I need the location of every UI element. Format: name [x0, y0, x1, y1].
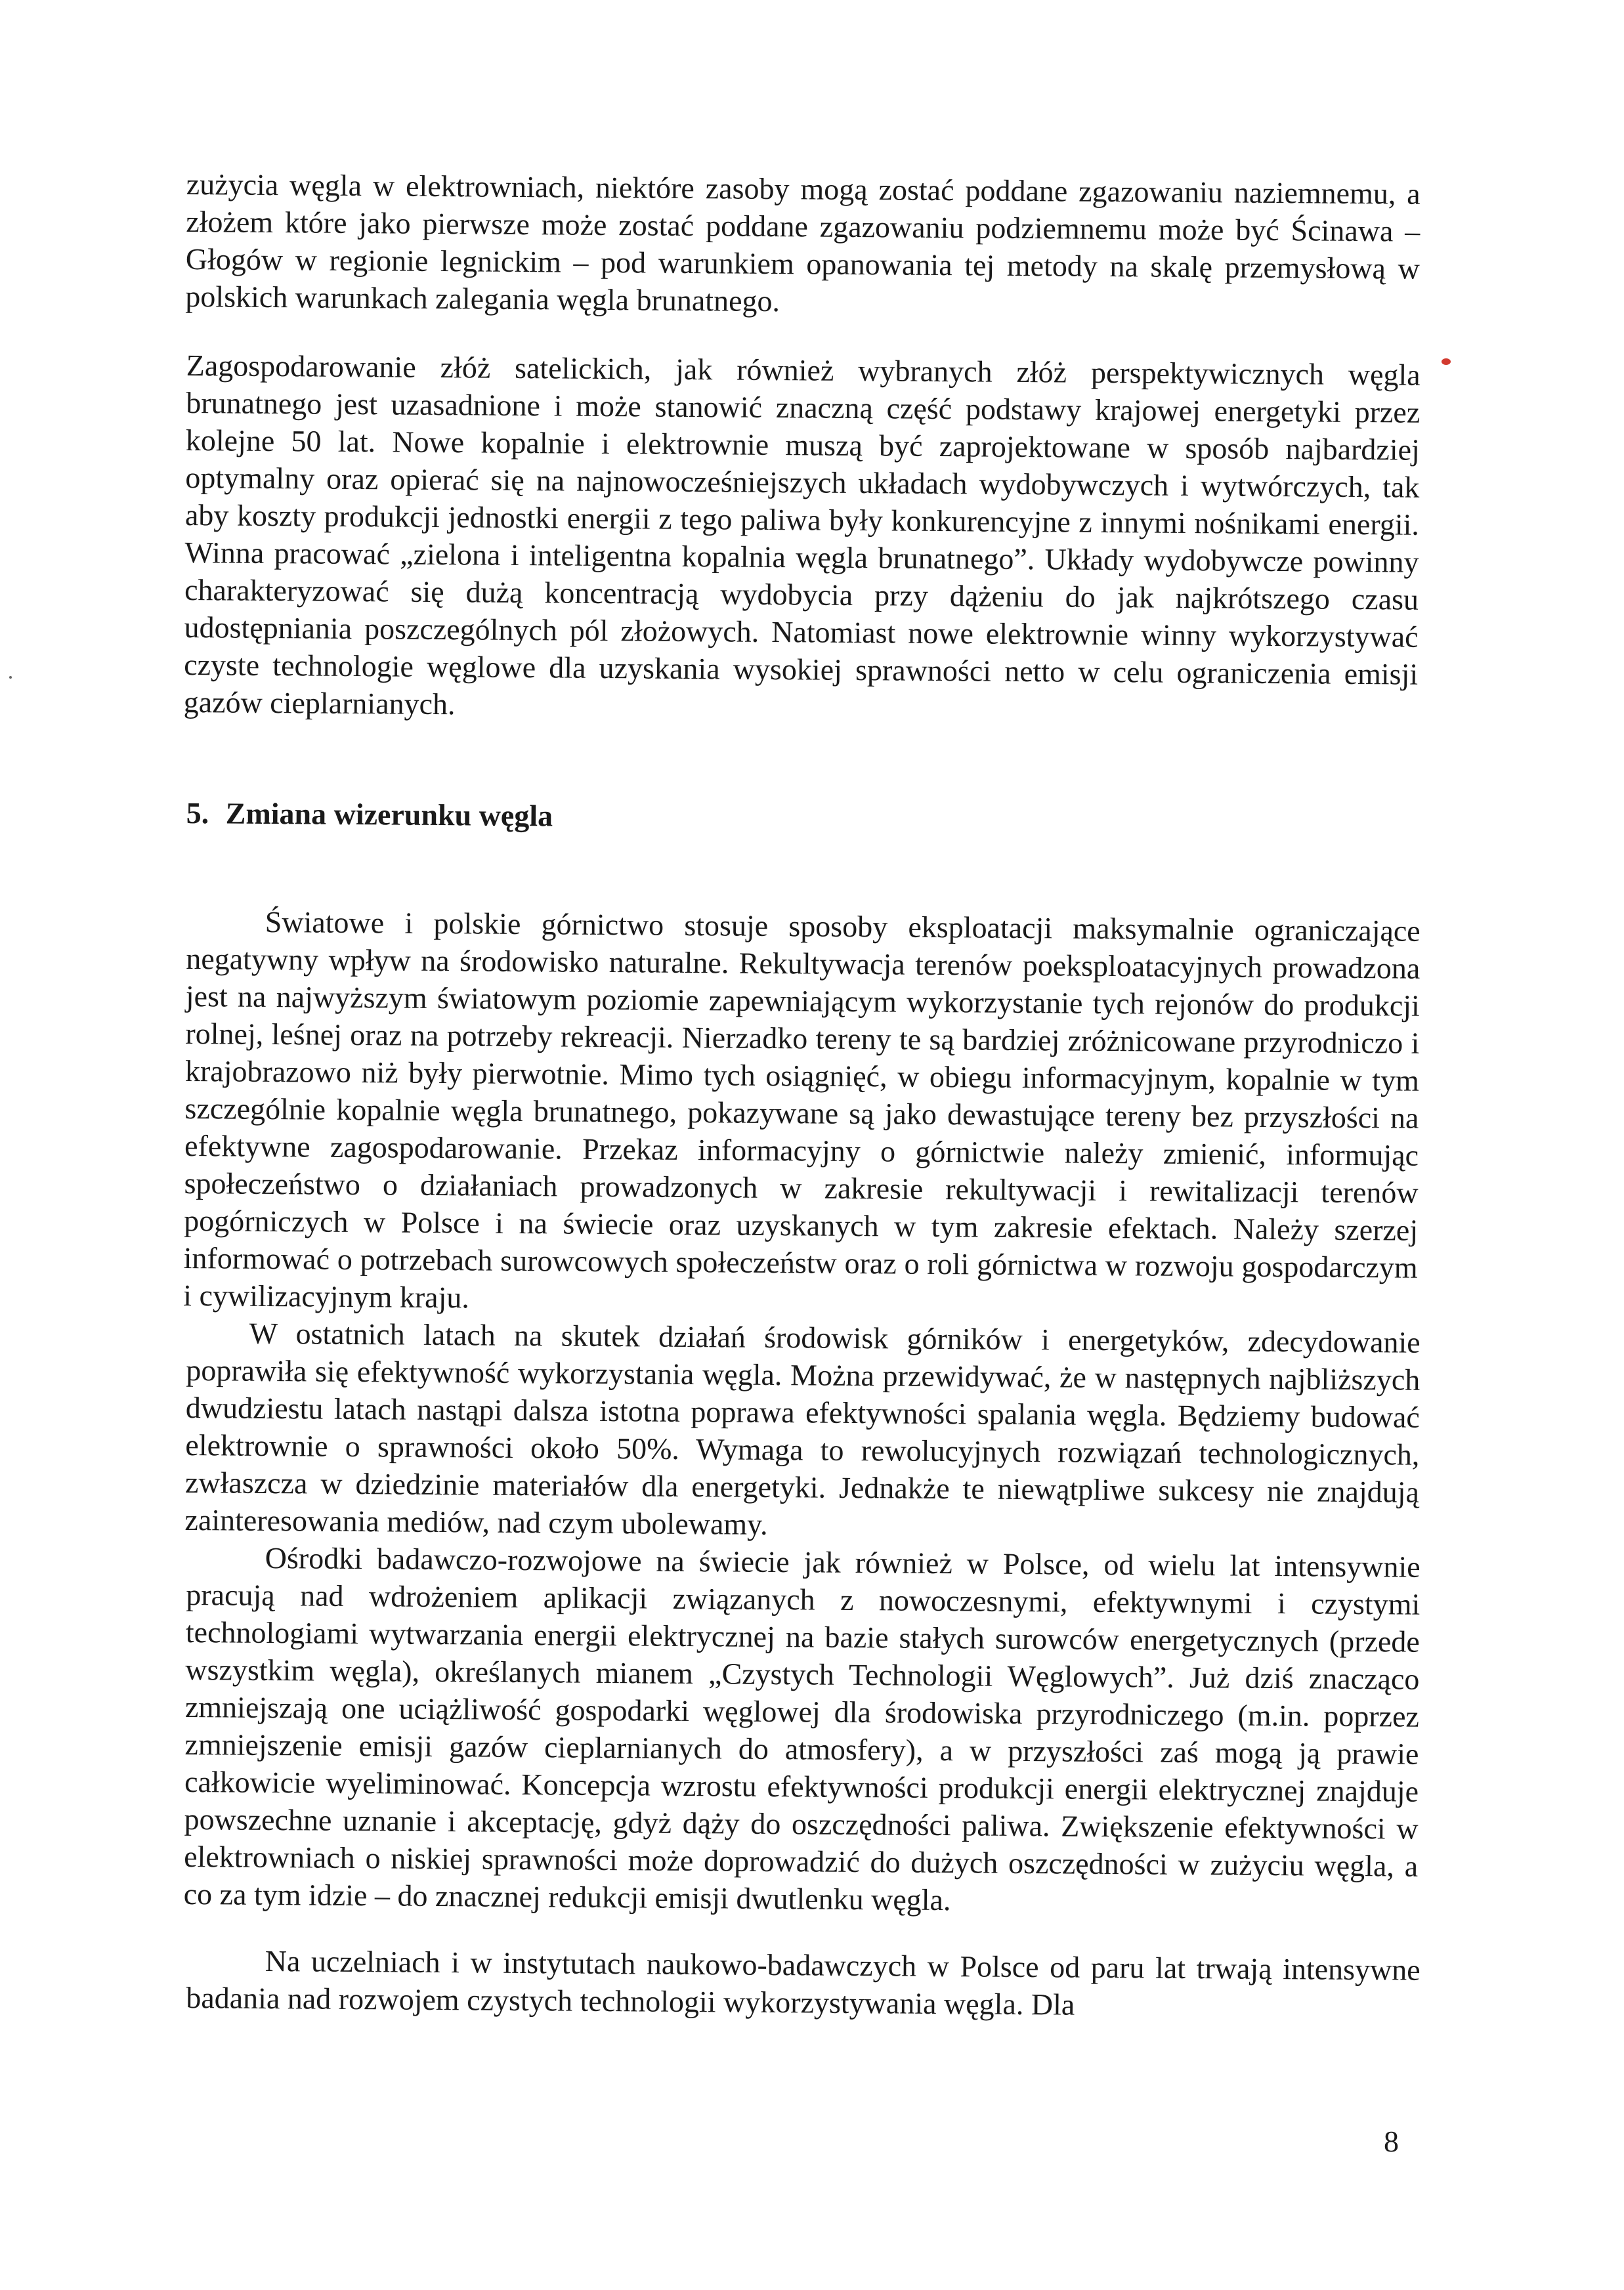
paragraph-intro-1: zużycia węgla w elektrowniach, niektóre zasoby mogą zostać poddane zgazowaniu naziemnemu, a złożem które jako pierwsze może zostać poddane zgazowaniu podziemnemu może być Ścinawa – Głogów w regionie legnickim – pod warunkiem opanowania tej metody na skalę przemysłową w polskich warunkach zalegania węgla brunatnego.	[185, 167, 1421, 318]
document-body	[183, 165, 1421, 2022]
page-number: 8	[1384, 2125, 1399, 2158]
section-heading	[186, 794, 1421, 841]
paragraph-intro-2: Zagospodarowanie złóż satelickich, jak również wybranych złóż perspektywicznych węgla brunatnego jest uzasadnione i może stanowić znaczną część podstawy krajowej energetyki przez kolejne 50 lat. Nowe kopalnie i elektrownie muszą być zaprojektowane w sposób najbardziej optymalny oraz opierać się na najnowocześniejszych układach wydobywczych i wytwórczych, tak aby koszty produkcji jednostki energii z tego paliwa były konkurencyjne z innymi nośnikami energii. Winna pracować „zielona i inteligentna kopalnia węgla brunatnego”. Układy wydobywcze powinny charakteryzować się dużą koncentracją wydobycia przy dążeniu do jak najkrótszego czasu udostępniania poszczególnych pól złożowych. Natomiast nowe elektrownie winny wykorzystywać czyste technologie węglowe dla uzyskania wysokiej sprawności netto w celu ograniczenia emisji gazów cieplarnianych.	[183, 348, 1421, 721]
paragraph-section-3: Ośrodki badawczo-rozwojowe na świecie jak również w Polsce, od wielu lat intensywnie pracują nad wdrożeniem aplikacji związanych z nowoczesnymi, efektywnymi i czystymi technologiami wytwarzania energii elektrycznej na bazie stałych surowców energetycznych (przede wszystkim węgla), określanych mianem „Czystych Technologii Węglowych”. Już dziś znacząco zmniejszają one uciążliwość gospodarki węglowej dla środowiska przyrodniczego (m.in. poprzez zmniejszenie emisji gazów cieplarnianych do atmosfery), a w przyszłości zaś mogą ją prawie całkowicie wyeliminować. Koncepcja wzrostu efektywności produkcji energii elektrycznej znajduje powszechne uznanie i akceptację, gdyż dąży do oszczędności paliwa. Zwiększenie efektywności w elektrowniach o niskiej sprawności może doprowadzić do dużych oszczędności w zużyciu węgla, a co za tym idzie – do znacznej redukcji emisji dwutlenku węgla.	[183, 1540, 1421, 1917]
paragraph-section-4: Na uczelniach i w instytutach naukowo-badawczych w Polsce od paru lat trwają intensywne badania nad rozwojem czystych technologii wykorzystywania węgla. Dla	[186, 1943, 1421, 2022]
margin-speck	[9, 676, 12, 679]
paragraph-section-2: W ostatnich latach na skutek działań środowisk górników i energetyków, zdecydowanie poprawiła się efektywność wykorzystania węgla. Można przewidywać, że w następnych najbliższych dwudziestu latach nastąpi dalsza istotna poprawa efektywności spalania węgla. Będziemy budować elektrownie o sprawności około 50%. Wymaga to rewolucyjnych rozwiązań technologicznych, zwłaszcza w dziedzinie materiałów dla energetyki. Jednakże te niewątpliwe sukcesy nie znajdują zainteresowania mediów, nad czym ubolewamy.	[184, 1316, 1421, 1541]
paragraph-section-1: Światowe i polskie górnictwo stosuje sposoby eksploatacji maksymalnie ograniczające negatywny wpływ na środowisko naturalne. Rekultywacja terenów poeksploatacyjnych prowadzona jest na najwyższym światowym poziomie zapewniającym wykorzystanie tych rejonów do produkcji rolnej, leśnej oraz na potrzeby rekreacji. Nierzadko tereny te są bardziej zróżnicowane przyrodniczo i krajobrazowo niż były pierwotnie. Mimo tych osiągnięć, w obiegu informacyjnym, kopalnie w tym szczególnie kopalnie węgla brunatnego, pokazywane są jako dewastujące tereny bez przyszłości na efektywne zagospodarowanie. Przekaz informacyjny o górnictwie należy zmienić, informując społeczeństwo o działaniach prowadzonych w zakresie rekultywacji i rewitalizacji terenów pogórniczych w Polsce i na świecie oraz uzyskanych w tym zakresie efektach. Należy szerzej informować o potrzebach surowcowych społeczeństw oraz o roli górnictwa w rozwoju gospodarczym i cywilizacyjnym kraju.	[183, 904, 1421, 1315]
section-title: Zmiana wizerunku węgla	[225, 796, 553, 833]
red-ink-mark	[1442, 358, 1451, 365]
section-number: 5.	[186, 795, 209, 830]
